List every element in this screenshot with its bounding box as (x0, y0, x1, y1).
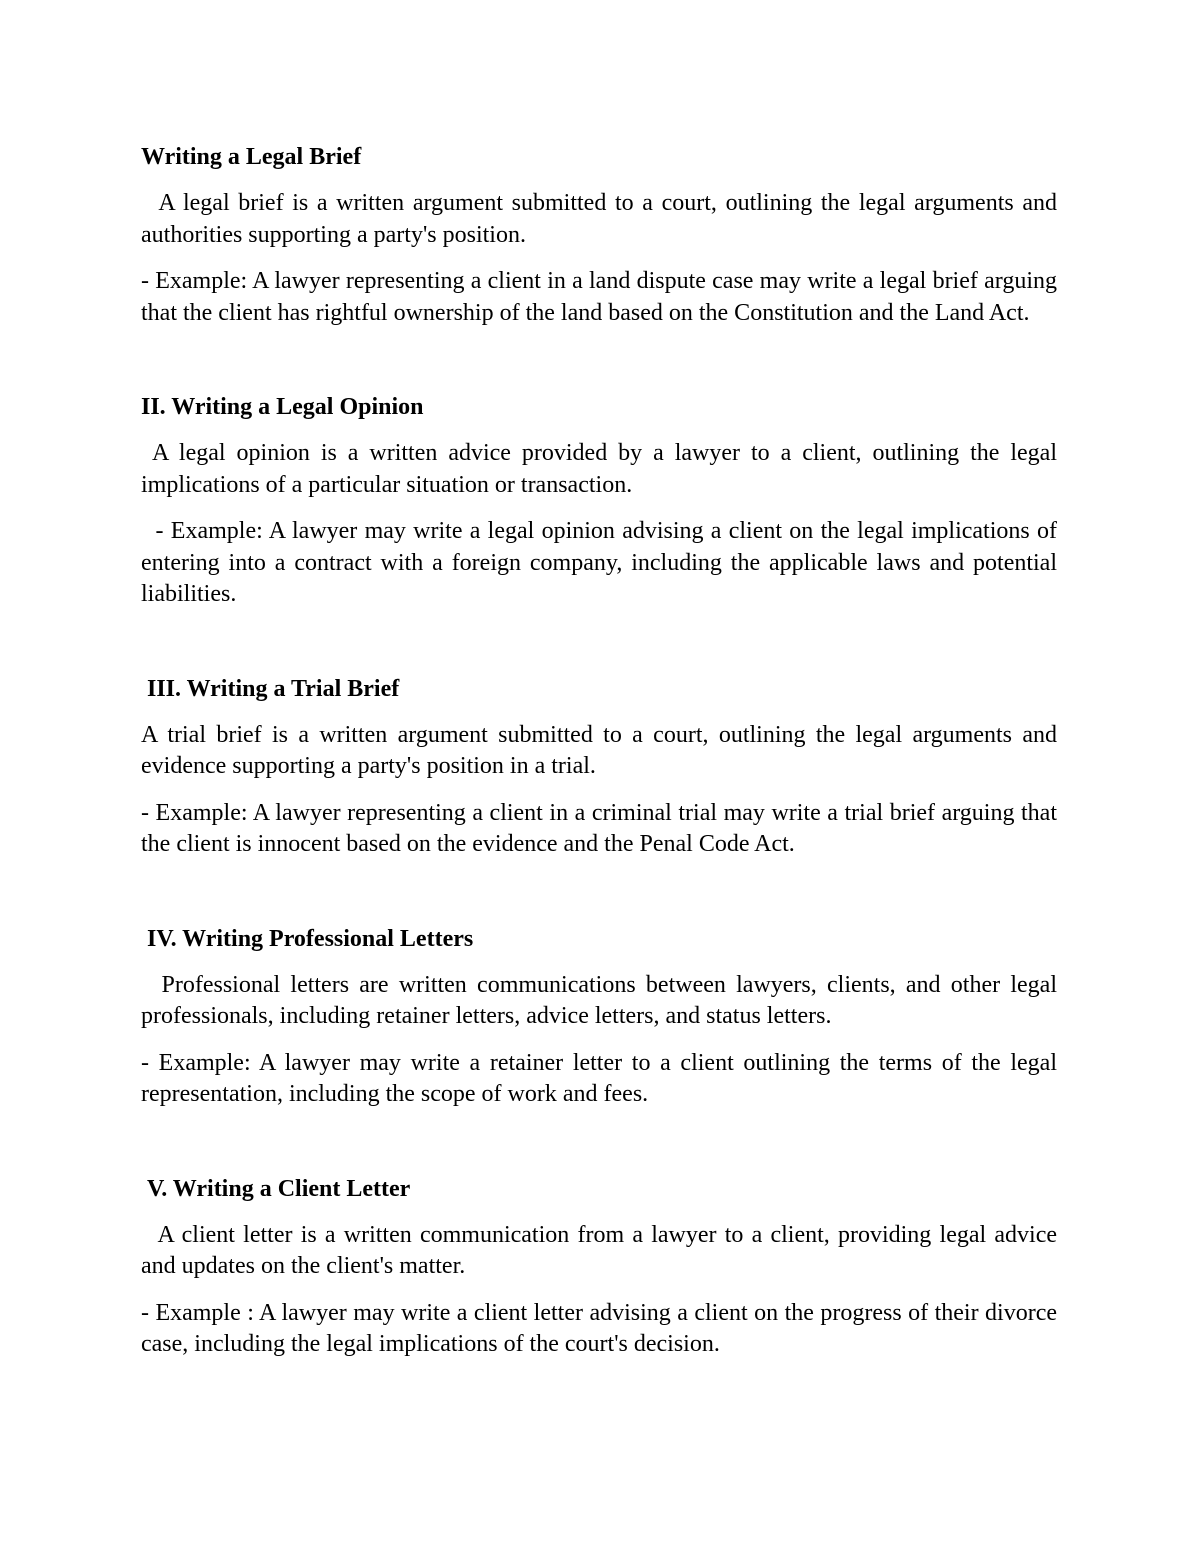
section-example: - Example: A lawyer may write a retainer letter to a client outlining the terms of the legal representation, including the scope of work and fees. (141, 1049, 1057, 1107)
section-example: - Example: A lawyer representing a client in a land dispute case may write a legal brief arguing that the client has rightful ownership of the land based on the Constitution and the Land Act. (141, 268, 1057, 326)
section-description: A trial brief is a written argument submitted to a court, outlining the legal arguments and evidence supporting a party's position in a trial. (141, 721, 1057, 779)
spacer (141, 1126, 1057, 1173)
section-heading: II. Writing a Legal Opinion (141, 394, 424, 420)
section-example: - Example: A lawyer representing a client in a criminal trial may write a trial brief arguing that the client is innocent based on the evidence and the Penal Code Act. (141, 799, 1057, 857)
section-heading: IV. Writing Professional Letters (141, 925, 474, 952)
section-professional-letters (141, 923, 1064, 1111)
document-body (141, 141, 1064, 1376)
section-client-letter (141, 1173, 1064, 1361)
section-description: Professional letters are written communications between lawyers, clients, and other legal professionals, including retainer letters, advice letters, and status letters. (141, 971, 1064, 1029)
section-trial-brief (141, 673, 1057, 861)
spacer (141, 344, 1057, 391)
section-description: A client letter is a written communication from a lawyer to a client, providing legal advice and updates on the client's matter. (141, 1221, 1064, 1279)
section-description: A legal opinion is a written advice provided by a lawyer to a client, outlining the legal implications of a particular situation or transaction. (141, 440, 1064, 498)
spacer (141, 626, 1057, 673)
section-legal-opinion (141, 391, 1064, 611)
section-description: A legal brief is a written argument submitted to a court, outlining the legal arguments and authorities supporting a party's position. (141, 190, 1064, 248)
section-heading: III. Writing a Trial Brief (141, 675, 400, 702)
section-example: - Example: A lawyer may write a legal opinion advising a client on the legal implications of entering into a contract with a foreign company, including the applicable laws and potential liabilities. (141, 518, 1063, 607)
section-heading: V. Writing a Client Letter (141, 1175, 411, 1202)
section-example: - Example : A lawyer may write a client letter advising a client on the progress of their divorce case, including the legal implications of the court's decision. (141, 1299, 1057, 1357)
section-legal-brief (141, 141, 1064, 329)
section-heading: Writing a Legal Brief (141, 144, 362, 170)
spacer (141, 876, 1057, 923)
